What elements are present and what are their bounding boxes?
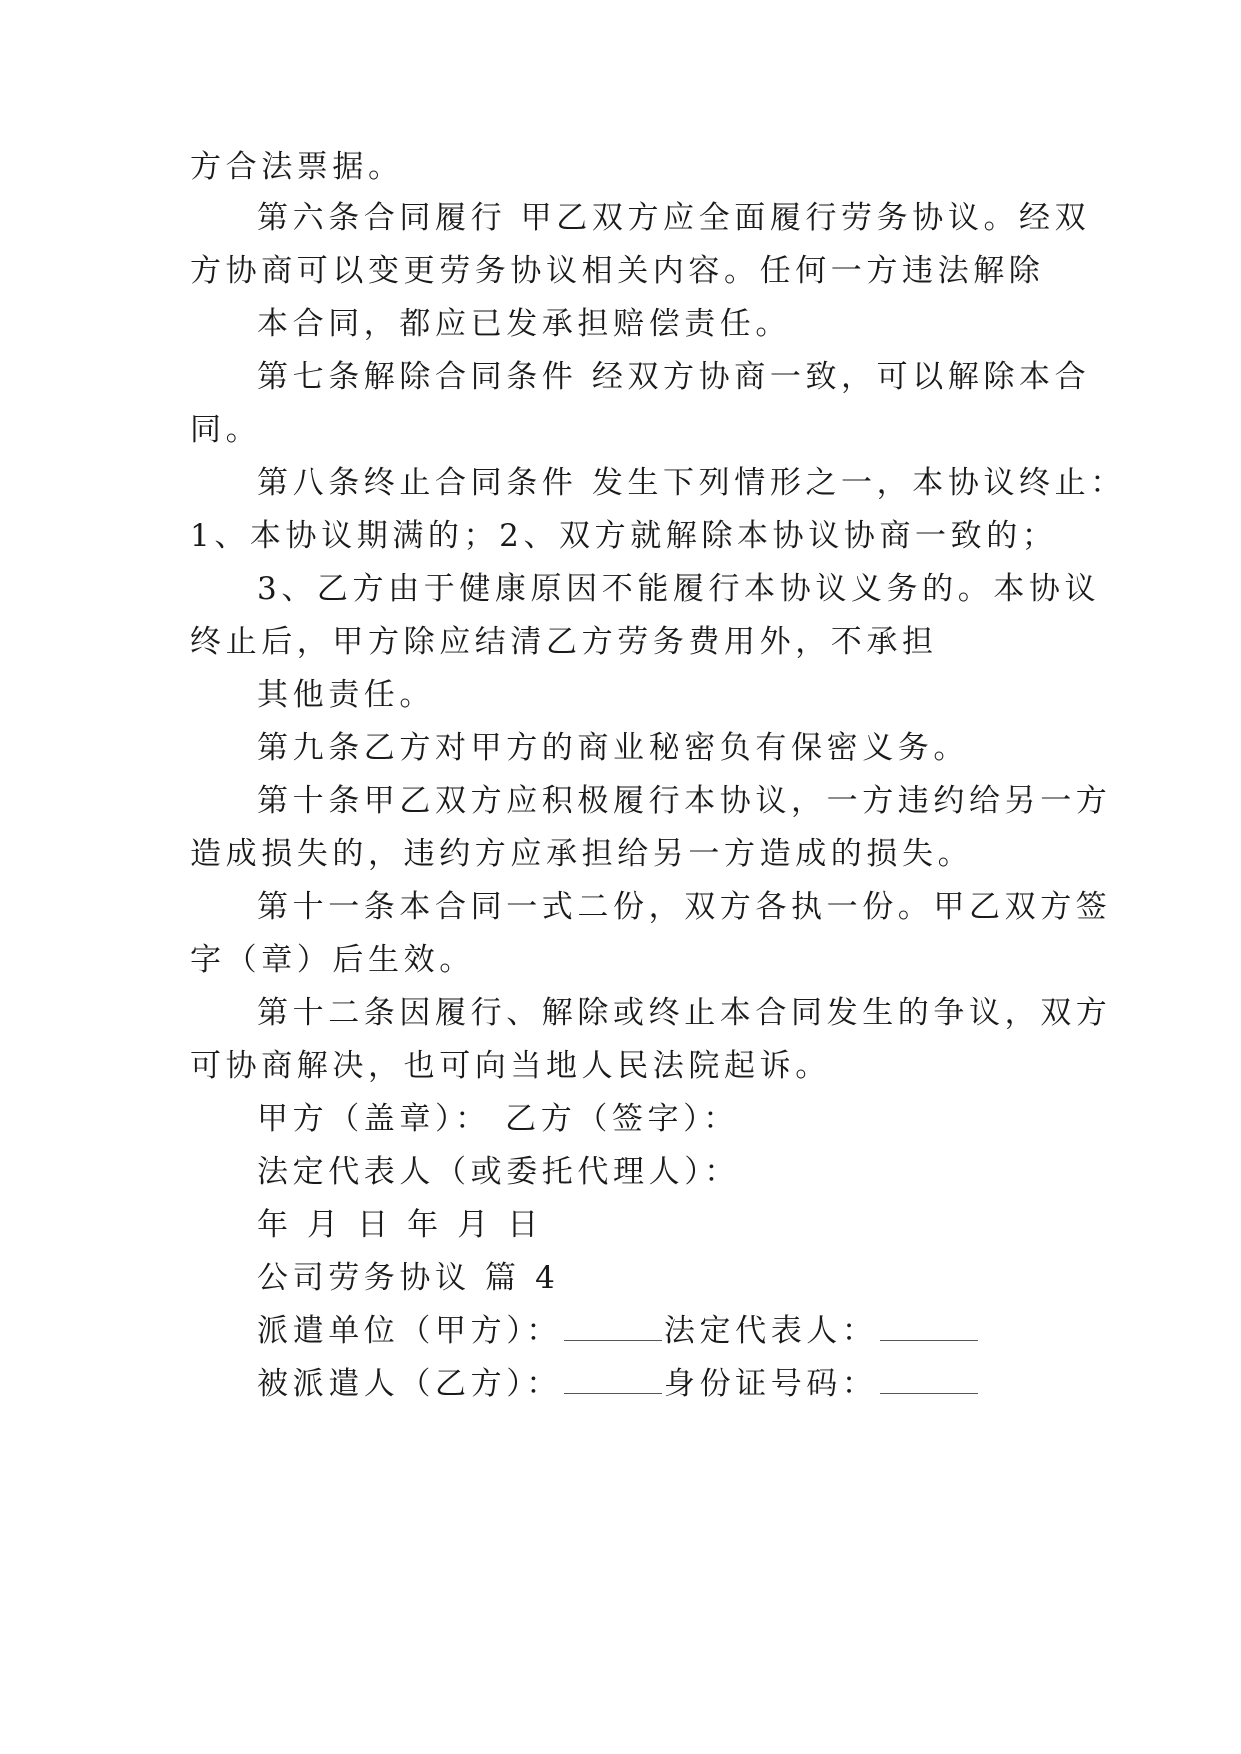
line-9: 3、乙方由于健康原因不能履行本协议义务的。本协议 [257, 571, 1101, 607]
signature-party-line: 甲方（盖章）： 乙方（签字）： [257, 1101, 739, 1137]
dispatched-person-label: 被派遣人（乙方）： [257, 1366, 562, 1402]
date-line: 年 月 日 年 月 日 [257, 1207, 543, 1243]
line-10: 终止后，甲方除应结清乙方劳务费用外，不承担 [190, 624, 938, 660]
line-2: 第六条合同履行 甲乙双方应全面履行劳务协议。经双 [257, 200, 1091, 236]
dispatched-person-line [257, 1364, 980, 1404]
line-18: 可协商解决，也可向当地人民法院起诉。 [190, 1048, 831, 1084]
id-number-label: 身份证号码： [663, 1366, 878, 1402]
id-number-blank [880, 1391, 978, 1394]
line-8: 1、本协议期满的；2、双方就解除本协议协商一致的； [190, 518, 1058, 554]
line-13: 第十条甲乙双方应积极履行本协议，一方违约给另一方 [257, 783, 1112, 819]
line-1: 方合法票据。 [190, 149, 404, 185]
legal-rep-label: 法定代表人： [663, 1313, 878, 1349]
legal-representative-line: 法定代表人（或委托代理人）： [257, 1154, 740, 1190]
line-7: 第八条终止合同条件 发生下列情形之一，本协议终止： [257, 465, 1126, 501]
line-15: 第十一条本合同一式二份，双方各执一份。甲乙双方签 [257, 889, 1112, 925]
line-4: 本合同，都应已发承担赔偿责任。 [257, 306, 791, 342]
dispatch-unit-blank [564, 1338, 662, 1341]
line-16: 字（章）后生效。 [190, 942, 475, 978]
line-5: 第七条解除合同条件 经双方协商一致，可以解除本合 [257, 359, 1091, 395]
line-3: 方协商可以变更劳务协议相关内容。任何一方违法解除 [190, 253, 1045, 289]
legal-rep-blank [880, 1338, 978, 1341]
line-11: 其他责任。 [257, 677, 435, 713]
line-17: 第十二条因履行、解除或终止本合同发生的争议，双方 [257, 995, 1112, 1031]
dispatched-person-blank [564, 1391, 662, 1394]
section-heading: 公司劳务协议 篇 4 [257, 1260, 560, 1296]
dispatch-unit-label: 派遣单位（甲方）： [257, 1313, 562, 1349]
line-12: 第九条乙方对甲方的商业秘密负有保密义务。 [257, 730, 969, 766]
line-14: 造成损失的，违约方应承担给另一方造成的损失。 [190, 836, 974, 872]
line-6: 同。 [190, 412, 262, 448]
dispatch-unit-line [257, 1311, 980, 1351]
